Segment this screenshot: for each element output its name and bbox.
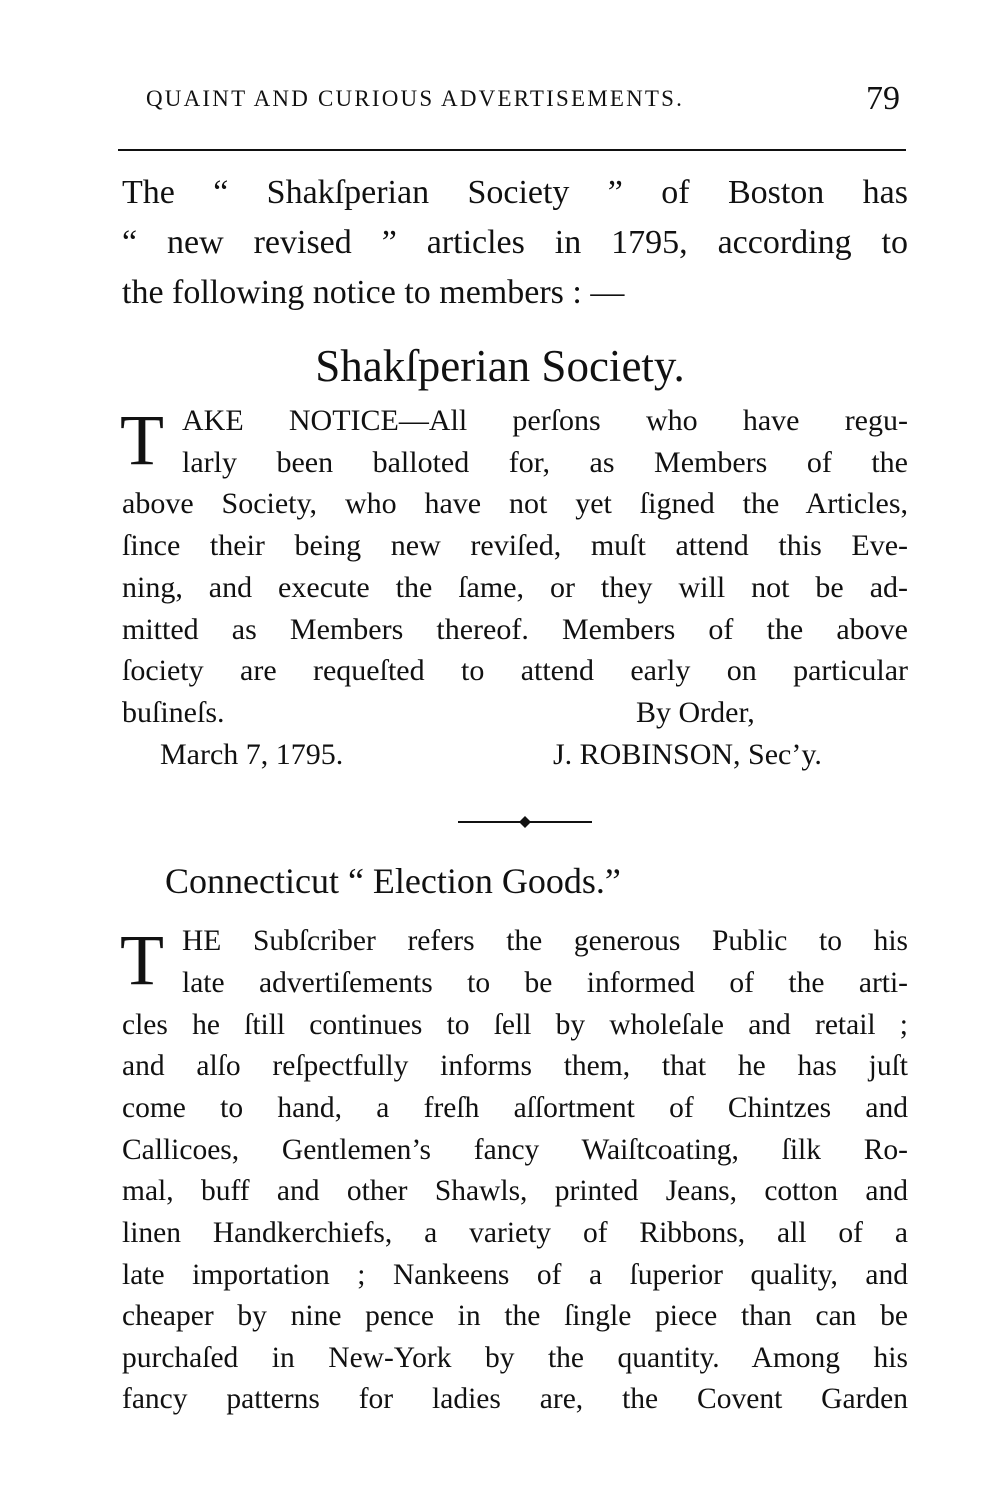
drop-cap: T [120,920,164,1000]
text-line: HE Subſcriber refers the generous Public to his [182,925,908,957]
text-line: linen Handkerchiefs, a variety of Ribbons, all of a [122,1217,908,1249]
advertisement-title: Shakſperian Society. [315,341,685,391]
signature: J. ROBINSON, Sec’y. [553,738,822,771]
text-line: buſineſs. [122,696,225,729]
text-line: AKE NOTICE—All perſons who have regu- [182,404,908,437]
diamond-ornament-divider [458,812,592,832]
text-line: ſince their being new reviſed, muſt attend this Eve- [122,529,908,562]
text-line: Callicoes, Gentlemen’s fancy Waiſtcoating, ſilk Ro- [122,1134,908,1166]
text-line: come to hand, a freſh aſſortment of Chintzes and [122,1092,908,1124]
text-line: late importation ; Nankeens of a ſuperior quality, and [122,1259,908,1291]
text-line: ning, and execute the ſame, or they will not be ad- [122,571,908,604]
date: March 7, 1795. [160,738,344,771]
text-line: larly been balloted for, as Members of the [182,446,908,479]
header-rule [118,149,906,151]
drop-cap: T [120,400,164,480]
text-line: mitted as Members thereof. Members of the above [122,613,908,646]
text-line: cles he ſtill continues to ſell by wholeſale and retail ; [122,1009,908,1041]
page-number: 79 [866,80,900,117]
text-line: cheaper by nine pence in the ſingle piece than can be [122,1300,908,1332]
text-line: above Society, who have not yet ſigned the Articles, [122,487,908,520]
by-order: By Order, [636,696,755,729]
advertisement-title: Connecticut “ Election Goods.” [165,861,621,901]
text-line: The “ Shakſperian Society ” of Boston has [122,174,908,211]
text-line: “ new revised ” articles in 1795, according to [122,224,908,261]
text-line: ſociety are requeſted to attend early on particular [122,654,908,687]
text-line: purchaſed in New-York by the quantity. Among his [122,1342,908,1374]
running-title: QUAINT AND CURIOUS ADVERTISEMENTS. [146,86,685,111]
text-line: and alſo reſpectfully informs them, that he has juſt [122,1050,908,1082]
text-line: late advertiſements to be informed of the arti- [182,967,908,999]
text-line: fancy patterns for ladies are, the Covent Garden [122,1383,908,1415]
text-line: the following notice to members : — [122,274,625,311]
text-line: mal, buff and other Shawls, printed Jeans, cotton and [122,1175,908,1207]
